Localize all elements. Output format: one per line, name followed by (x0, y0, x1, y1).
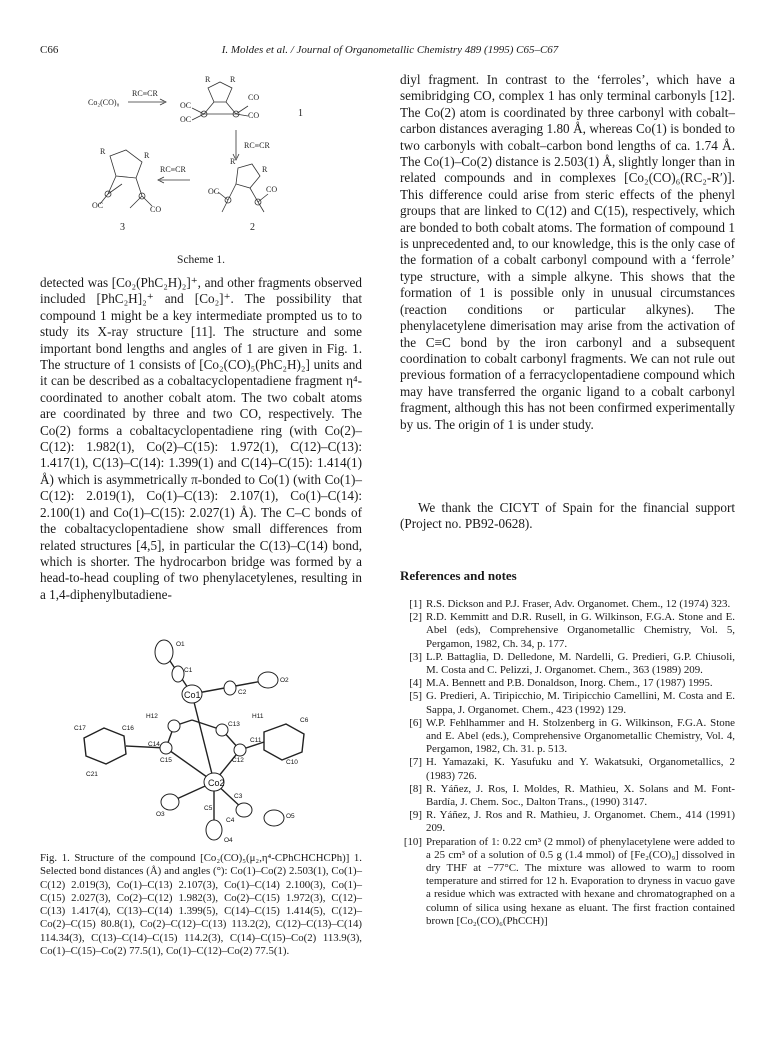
atom-label: Co2 (208, 778, 225, 788)
scheme-group-label: R (230, 157, 236, 166)
left-column-text (40, 275, 362, 603)
atom-label: C4 (226, 817, 235, 824)
acknowledgement (400, 500, 735, 533)
atom-label: C2 (238, 689, 247, 696)
atom-label: C3 (234, 793, 243, 800)
scheme-group-label: R (262, 165, 268, 174)
reference-text: W.P. Fehlhammer and H. Stolzenberg in G. Wilkinson, F.G.A. Stone and E. Abel (eds.), Comprehensive Organometallic Chemistry, Vol. 4, Pergamon, 1982, Ch. 31. p. 513. (426, 716, 735, 756)
reference-text: Preparation of 1: 0.22 cm³ (2 mmol) of phenylacetylene were added to a 25 cm³ of a solution of 0.5 g (1.4 mmol) of [Fe₂(CO)₉] dissolved in dry THF at −77°C. The mixture was allowed to warm to room temperature and stirred for 12 h. Evaporation to dryness in vacuo gave a residue which was extracted with hexane and chromatographed on a column of silica using hexane as eluant. The first fraction contained brown [Co₂(CO)₆(PhCCH)] (426, 835, 735, 927)
right-column-text (400, 72, 735, 433)
journal-citation: I. Moldes et al. / Journal of Organometallic Chemistry 489 (1995) C65–C67 (221, 44, 559, 56)
figure-caption: Fig. 1. Structure of the compound [Co₂(CO)₅(μ₂,η⁴-CPhCHCHCPh)] 1. Selected bond distances (Å) and angles (°): Co(1)–Co(2) 2.503(1), Co(1)–C(12) 2.019(3), Co(1)–C(13) 2.107(3), Co(1)–C(14) 2.100(3), Co(1)–C(15) 2.027(3), Co(2)–C(12) 1.982(3), Co(2)–C(15) 1.972(3), C(12)–C(13) 1.417(4), C(13)–C(14) 1.399(5), C(14)–C(15) 1.414(5), C(12)–Co(2)–C(15) 80.8(1), Co(2)–C(12)–C(13) 113.2(2), C(12)–C(13)–C(14) 114.34(3), C(13)–C(14)–C(15) 114.2(3), C(14)–C(15)–Co(2) 113.9(3), Co(1)–C(15)–Co(2) 77.5(1), Co(1)–C(12)–Co(2) 77.5(1). (40, 852, 362, 958)
atom-label: O3 (156, 811, 165, 818)
atom-label: Co1 (184, 690, 201, 700)
reference-item (400, 598, 735, 611)
reference-item (400, 783, 735, 809)
scheme-arrow-label: RC≡CR (132, 89, 158, 98)
reference-text: M.A. Bennett and P.B. Donaldson, Inorg. Chem., 17 (1987) 1995. (426, 677, 713, 690)
atom-label: C5 (204, 805, 213, 812)
scheme-group-label: OC (180, 101, 192, 110)
atom-label: C13 (228, 721, 240, 728)
reference-text: L.P. Battaglia, D. Delledone, M. Nardelli, G. Predieri, G.P. Chiusoli, M. Costa and C. Pelizzi, J. Organomet. Chem., 363 (1989) 209. (426, 650, 735, 677)
reference-list (400, 598, 735, 928)
ortep-structure-figure (64, 634, 334, 846)
reference-item (400, 651, 735, 677)
atom-label: C17 (74, 725, 86, 732)
atom-label: H12 (146, 713, 158, 720)
reference-number: [2] (409, 611, 422, 624)
atom-label: C12 (232, 757, 244, 764)
reference-text: R. Yáñez, J. Ros, I. Moldes, R. Mathieu, X. Solans and M. Font-Bardía, J. Chem. Soc., Dalton Trans., (1990) 3147. (426, 782, 735, 809)
compound-number: 2 (250, 222, 255, 233)
scheme-group-label: CO (150, 205, 162, 214)
scheme-group-label: CO (248, 93, 260, 102)
reference-number: [10] (403, 835, 422, 848)
scheme-group-label: R (144, 151, 150, 160)
reference-item (400, 809, 735, 835)
reference-item (400, 717, 735, 757)
scheme-group-label: OC (180, 115, 192, 124)
scheme-group-label: R (230, 75, 236, 84)
reference-number: [5] (409, 690, 422, 703)
atom-label: O2 (280, 677, 289, 684)
reference-text: R. Yáñez, J. Ros and R. Mathieu, J. Organomet. Chem., 414 (1991) 209. (426, 809, 735, 835)
scheme-group-label: CO (266, 185, 278, 194)
reference-number: [3] (409, 650, 422, 663)
page-number: C66 (40, 44, 59, 56)
body-paragraph: diyl fragment. In contrast to the ‘ferroles’, which have a semibridging CO, complex 1 has only terminal carbonyls [12]. The Co(2) atom is coordinated by three carbonyl with cobalt–carbon distances averaging 1.80 Å, whereas Co(1) is bonded to two carbonyls with cobalt–carbon bond lengths of ca. 1.74 Å. The Co(1)–Co(2) distance is 2.503(1) Å, slightly longer than in related compounds and in complexes [Co₂(CO)₆(RC₂-R′)]. This difference could arise from steric effects of the phenyl groups that are linked to C(12) and C(15), respectively, which are bonded to both cobalt atoms. The formation of compound 1 is unprecedented and, to our knowledge, this is the only case of the formation of a cobalt carbonyl compound with a ‘ferrole’ type structure, with a simple alkyne. This shows that the formation of 1 is possible only in unusual circumstances (reaction conditions or particular alkynes). The phenylacetylene dimerisation may arise from the activation of the C≡C bond by the iron carbonyl and a subsequent coordination to cobalt carbonyl fragments. We can not rule out previous formation of a ferracyclopentadiene compound which may have transferred the organic ligand to a cobalt carbonyl fragment, although this has not been confirmed experimentally by us. The origin of 1 is under study. (400, 72, 735, 432)
compound-number: 1 (298, 108, 303, 119)
atom-label: O5 (286, 813, 295, 820)
atom-label: C16 (122, 725, 134, 732)
scheme-group-label: CO (248, 111, 260, 120)
atom-label: C15 (160, 757, 172, 764)
reference-item (400, 677, 735, 690)
reference-item (400, 756, 735, 782)
reference-number: [1] (409, 598, 422, 610)
atom-label: C21 (86, 771, 98, 778)
scheme-group-label: R (205, 75, 211, 84)
scheme-reagent: Co₂(CO)₈ (88, 98, 120, 107)
reference-item (400, 836, 735, 928)
atom-label: C10 (286, 759, 298, 766)
scheme-caption: Scheme 1. (177, 254, 225, 266)
reference-text: H. Yamazaki, K. Yasufuku and Y. Wakatsuki, Organometallics, 2 (1983) 726. (426, 756, 735, 782)
references-heading: References and notes (400, 568, 517, 583)
scheme-group-label: R (100, 147, 106, 156)
body-paragraph: detected was [Co₂(PhC₂H)₂]⁺, and other fragments observed included [PhC₂H]₂⁺ and [Co₂]⁺. The possibility that compound 1 might be a key intermediate prompted us to to study its X-ray structure [11]. The structure and some important bond lengths and angles of 1 are given in Fig. 1. The structure of 1 consists of [Co₂(CO)₅(PhC₂H)₂] units and it can be described as a cobaltacyclopentadiene fragment η⁴-coordinated to another cobalt atom. The two cobalt atoms are coordinated by three and two CO, respectively. The Co(2) forms a cobaltacyclopentadiene ring (with Co(2)–C(12): 1.982(1), Co(2)–C(15): 1.972(1), C(12)–C(13): 1.417(1), C(13)–C(14): 1.399(1) and C(14)–C(15): 1.414(1) Å) which is asymmetrically π-bonded to Co(1) (with Co(1)–C(12): 2.019(1), Co(1)–C(13): 2.107(1), Co(1)–C(14): 2.100(1) and Co(1)–C(15): 2.027(1) Å). The C–C bonds of the cobaltacyclopentadiene show small differences from related structures [4,5], in particular the C(13)–C(14) bond, which is shorter. The hydrocarbon bridge was formed by a head-to-head coupling of two phenylacetylenes, resulting in a 1,4-diphenylbutadiene- (40, 275, 362, 602)
atom-label: C6 (300, 717, 309, 724)
reference-number: [9] (409, 809, 422, 822)
reference-number: [8] (409, 782, 422, 795)
reference-number: [7] (409, 756, 422, 769)
scheme-arrow-label: RC≡CR (244, 141, 270, 150)
reference-item (400, 611, 735, 651)
scheme-group-label: OC (92, 201, 104, 210)
reference-number: [4] (409, 677, 422, 690)
running-header (40, 44, 740, 60)
acknowledgement-text: We thank the CICYT of Spain for the financial support (Project no. PB92-0628). (400, 500, 735, 532)
atom-label: O1 (176, 641, 185, 648)
reference-text: R.D. Kemmitt and D.R. Rusell, in G. Wilkinson, F.G.A. Stone and E. Abel (eds), Comprehensive Organometallic Chemistry, Vol. 5, Pergamon, 1982, Ch. 34, p. 177. (426, 611, 735, 650)
reference-text: G. Predieri, A. Tiripicchio, M. Tiripicchio Camellini, M. Costa and E. Sappa, J. Organomet. Chem., 423 (1992) 129. (426, 690, 735, 716)
atom-label: C11 (250, 737, 262, 744)
reference-item (400, 690, 735, 716)
atom-label: O4 (224, 837, 233, 844)
atom-label: C14 (148, 741, 160, 748)
scheme-group-label: OC (208, 187, 220, 196)
reaction-scheme (80, 72, 330, 248)
reference-text: R.S. Dickson and P.J. Fraser, Adv. Organomet. Chem., 12 (1974) 323. (426, 598, 731, 610)
compound-number: 3 (120, 222, 125, 233)
atom-label: C1 (184, 667, 193, 674)
atom-label: H11 (252, 713, 264, 720)
reference-number: [6] (409, 716, 422, 729)
scheme-arrow-label: RC≡CR (160, 165, 186, 174)
